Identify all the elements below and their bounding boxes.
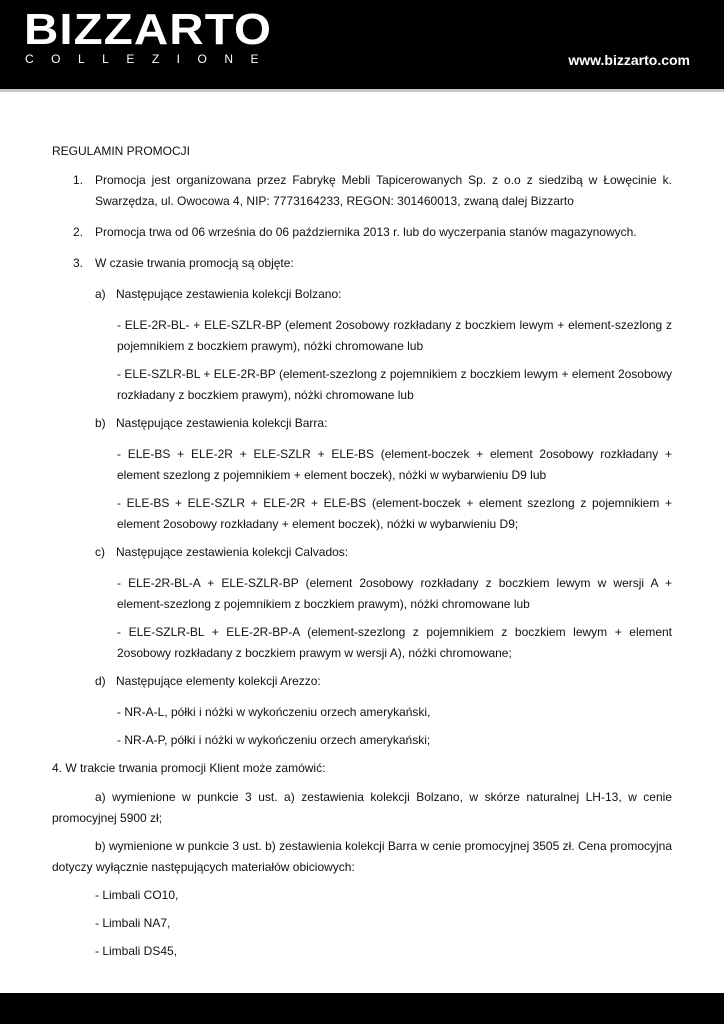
sub-item-text: Następujące zestawienia kolekcji Bolzano: <box>116 287 342 301</box>
brand-logo-subtitle: COLLEZIONE <box>25 52 277 66</box>
numbered-item <box>52 222 672 243</box>
point-4-a: a) wymienione w punkcie 3 ust. a) zestawienia kolekcji Bolzano, w skórze naturalnej LH-13, w cenie promocyjnej 5900 zł; <box>52 790 672 825</box>
combo-line: - ELE-SZLR-BL + ELE-2R-BP (element-szezlong z pojemnikiem z boczkiem lewym + element 2osobowy rozkładany z boczkiem prawym), nóżki chromowane lub <box>117 367 672 402</box>
sub-item-text: Następujące elementy kolekcji Arezzo: <box>116 674 321 688</box>
sub-item-c <box>52 542 672 563</box>
combo-line: - ELE-BS + ELE-SZLR + ELE-2R + ELE-BS (element-boczek + element szezlong z pojemnikiem + element 2osobowy rozkładany + element boczek), nóżki w wybarwieniu D9; <box>117 496 672 531</box>
sub-item-text: Następujące zestawienia kolekcji Barra: <box>116 416 328 430</box>
point-4-b: b) wymienione w punkcie 3 ust. b) zestawienia kolekcji Barra w cenie promocyjnej 3505 zł. Cena promocyjna dotyczy wyłącznie następujących materiałów obiciowych: <box>52 839 672 874</box>
sub-item-a <box>52 284 672 305</box>
material-item: - Limbali NA7, <box>95 916 171 930</box>
page-footer <box>0 993 724 1024</box>
item-text: W czasie trwania promocją są objęte: <box>95 256 294 270</box>
material-item: - Limbali DS45, <box>95 944 178 958</box>
sub-item-b <box>52 413 672 434</box>
combo-line: - NR-A-P, półki i nóżki w wykończeniu orzech amerykański; <box>117 733 431 747</box>
combo-line: - ELE-SZLR-BL + ELE-2R-BP-A (element-szezlong z pojemnikiem z boczkiem lewym + element 2osobowy rozkładany z boczkiem prawym w wersji A), nóżki chromowane; <box>117 625 672 660</box>
point-4-heading: 4. W trakcie trwania promocji Klient może zamówić: <box>52 761 326 775</box>
material-item: - Limbali CO10, <box>95 888 179 902</box>
brand-logo: BIZZARTO <box>24 5 272 54</box>
numbered-item <box>52 170 672 212</box>
sub-item-letter: a) <box>95 287 106 301</box>
document-body <box>52 143 672 969</box>
website-url[interactable]: www.bizzarto.com <box>568 52 690 68</box>
item-number: 3. <box>73 256 84 270</box>
item-text: Promocja jest organizowana przez Fabrykę Mebli Tapicerowanych Sp. z o.o z siedzibą w Łowęcinie k. Swarzędza, ul. Owocowa 4, NIP: 7773164233, REGON: 301460013, zwaną dalej Bizzarto <box>95 173 672 208</box>
sub-item-d <box>52 671 672 692</box>
sub-item-letter: c) <box>95 545 105 559</box>
combo-line: - NR-A-L, półki i nóżki w wykończeniu orzech amerykański, <box>117 705 431 719</box>
item-number: 2. <box>73 225 84 239</box>
sub-item-letter: d) <box>95 674 106 688</box>
sub-item-text: Następujące zestawienia kolekcji Calvados: <box>116 545 349 559</box>
combo-line: - ELE-BS + ELE-2R + ELE-SZLR + ELE-BS (element-boczek + element 2osobowy rozkładany + element szezlong z pojemnikiem + element boczek), nóżki w wybarwieniu D9 lub <box>117 447 672 482</box>
combo-line: - ELE-2R-BL- + ELE-SZLR-BP (element 2osobowy rozkładany z boczkiem lewym + element-szezlong z pojemnikiem z boczkiem prawym), nóżki chromowane lub <box>117 318 672 353</box>
header-divider <box>0 89 724 92</box>
combo-line: - ELE-2R-BL-A + ELE-SZLR-BP (element 2osobowy rozkładany z boczkiem lewym w wersji A + element-szezlong z pojemnikiem z boczkiem prawym), nóżki chromowane lub <box>117 576 672 611</box>
item-text: Promocja trwa od 06 września do 06 października 2013 r. lub do wyczerpania stanów magazynowych. <box>95 225 637 239</box>
page-header <box>0 0 724 89</box>
sub-item-letter: b) <box>95 416 106 430</box>
document-title: REGULAMIN PROMOCJI <box>52 144 191 158</box>
item-number: 1. <box>73 173 84 187</box>
numbered-item <box>52 253 672 274</box>
